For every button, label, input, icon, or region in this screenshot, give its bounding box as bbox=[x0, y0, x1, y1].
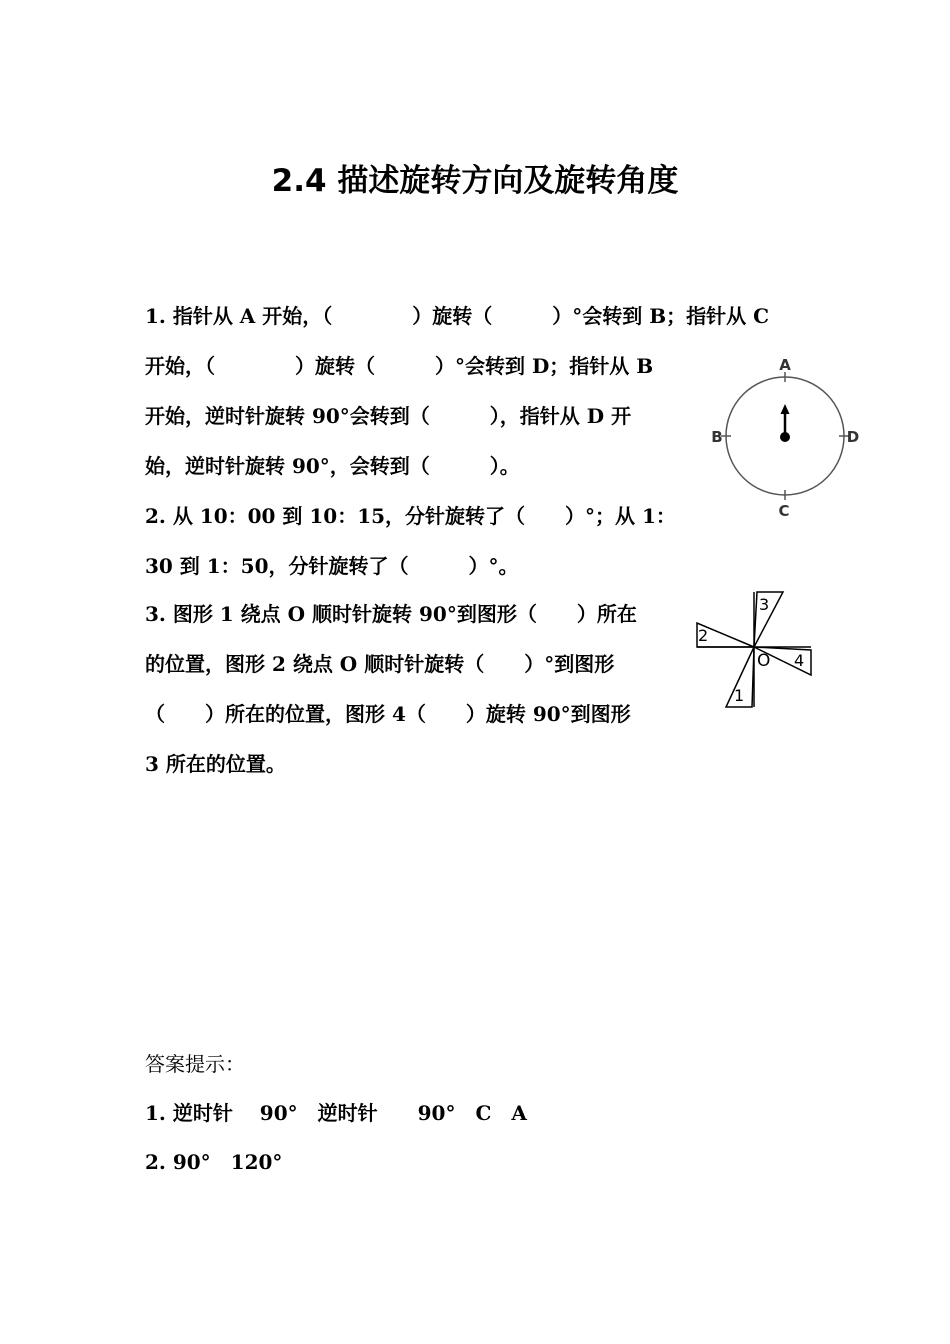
label-b: B bbox=[711, 428, 723, 446]
rotation-figure bbox=[690, 585, 825, 715]
question-1-line-2: 开始，（ ）旋转（ ）°会转到 D；指针从 B bbox=[145, 354, 654, 378]
label-c: C bbox=[778, 502, 790, 520]
label-a: A bbox=[779, 356, 791, 374]
clock-figure bbox=[700, 350, 870, 525]
page-title: 2.4 描述旋转方向及旋转角度 bbox=[271, 163, 679, 199]
question-3-line-1: 3. 图形 1 绕点 O 顺时针旋转 90°到图形（ ）所在 bbox=[145, 602, 637, 626]
question-2-line-1: 2. 从 10：00 到 10：15，分针旋转了（ ）°；从 1： bbox=[145, 504, 676, 528]
answer-2: 2. 90° 120° bbox=[145, 1150, 283, 1174]
center-o-label: O bbox=[757, 651, 771, 671]
question-1-line-1: 1. 指针从 A 开始，（ ）旋转（ ）°会转到 B；指针从 C bbox=[145, 304, 770, 328]
question-2-line-2: 30 到 1：50，分针旋转了（ ）°。 bbox=[145, 554, 519, 578]
question-1-line-3: 开始，逆时针旋转 90°会转到（ ），指针从 D 开 bbox=[145, 404, 632, 428]
question-3-line-3: （ ）所在的位置，图形 4（ ）旋转 90°到图形 bbox=[145, 702, 631, 726]
question-3-line-2: 的位置，图形 2 绕点 O 顺时针旋转（ ）°到图形 bbox=[145, 652, 615, 676]
shape-3-label: 3 bbox=[759, 595, 770, 614]
answer-heading: 答案提示： bbox=[145, 1052, 245, 1076]
shape-1-label: 1 bbox=[734, 686, 745, 705]
shape-2-label: 2 bbox=[698, 626, 709, 645]
label-d: D bbox=[846, 428, 860, 446]
question-3-line-4: 3 所在的位置。 bbox=[145, 752, 286, 776]
answer-1: 1. 逆时针 90° 逆时针 90° C A bbox=[145, 1101, 527, 1125]
clock-hand-arrow-icon bbox=[781, 404, 790, 414]
clock-pivot bbox=[780, 432, 790, 442]
shape-4-label: 4 bbox=[794, 651, 805, 670]
question-1-line-4: 始，逆时针旋转 90°，会转到（ ）。 bbox=[145, 454, 520, 478]
